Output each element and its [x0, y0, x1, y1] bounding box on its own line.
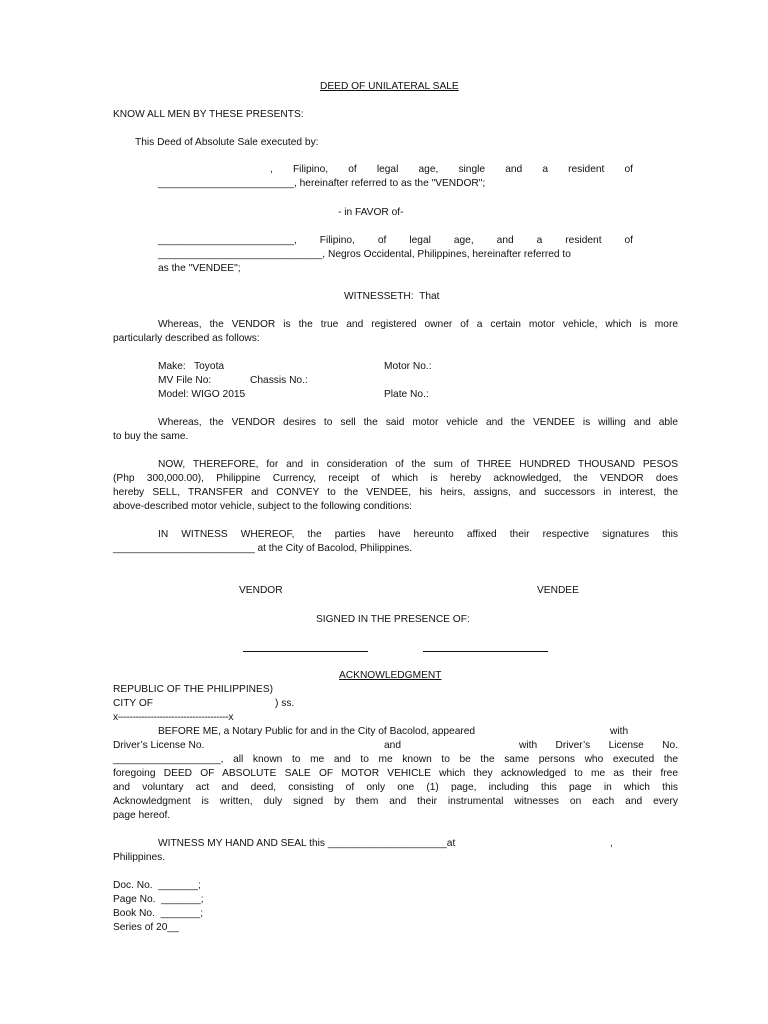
- witness-signature-line-2: [423, 651, 548, 652]
- intro-text: KNOW ALL MEN BY THESE PRESENTS:: [113, 109, 304, 120]
- document-title: DEED OF UNILATERAL SALE: [320, 81, 459, 92]
- witness-signature-line-1: [243, 651, 368, 652]
- whereas1-line2: particularly described as follows:: [113, 333, 260, 344]
- vendor-clause-line1: , Filipino, of legal age, single and a resident of: [270, 164, 633, 175]
- ack-line6: Acknowledgment is written, duly signed by them and their instrumental witnesses on each and every: [113, 796, 678, 807]
- doc-no-line: Doc. No. _______;: [113, 880, 201, 891]
- whereas2-line2: to buy the same.: [113, 431, 189, 442]
- before-me-line: BEFORE ME, a Notary Public for and in the City of Bacolod, appeared: [158, 726, 476, 737]
- with-word: with: [610, 726, 629, 737]
- ack-line3: ___________________, all known to me and to me known to be the same persons who executed the: [113, 754, 678, 765]
- in-witness-line2: _________________________ at the City of Bacolod, Philippines.: [113, 543, 413, 554]
- vehicle-mv-file-no: MV File No:: [158, 375, 212, 386]
- vehicle-model: Model: WIGO 2015: [158, 389, 246, 400]
- ss-label: ) ss.: [275, 698, 295, 709]
- x-divider: x-------------------------------------x: [113, 712, 234, 723]
- with-drivers-license-label: with Driver’s License No.: [519, 740, 678, 751]
- ack-line5: and voluntary act and deed, consisting of only one (1) page, including this page in which this: [113, 782, 678, 793]
- signed-presence-heading: SIGNED IN THE PRESENCE OF:: [316, 614, 470, 625]
- drivers-license-label: Driver’s License No.: [113, 740, 205, 751]
- vendee-signature-label: VENDEE: [537, 585, 579, 596]
- ack-line7: page hereof.: [113, 810, 171, 821]
- page-no-line: Page No. _______;: [113, 894, 204, 905]
- ack-line4: foregoing DEED OF ABSOLUTE SALE OF MOTOR VEHICLE which they acknowledged to me as their free: [113, 768, 678, 779]
- witness-hand-line: WITNESS MY HAND AND SEAL this _____________________at: [158, 838, 456, 849]
- vehicle-make: Make: Toyota: [158, 361, 225, 372]
- now-therefore-line1: NOW, THEREFORE, for and in consideration of the sum of THREE HUNDRED THOUSAND PESOS: [158, 459, 678, 470]
- republic-line: REPUBLIC OF THE PHILIPPINES): [113, 684, 274, 695]
- vehicle-plate-no: Plate No.:: [384, 389, 429, 400]
- vendee-clause-line1: ________________________, Filipino, of legal age, and a resident of: [158, 235, 633, 246]
- whereas1-line1: Whereas, the VENDOR is the true and registered owner of a certain motor vehicle, which is more: [158, 319, 678, 330]
- now-therefore-line2: (Php 300,000.00), Philippine Currency, receipt of which is hereby acknowledged, the VENDOR does: [113, 473, 678, 484]
- series-line: Series of 20__: [113, 922, 179, 933]
- whereas2-line1: Whereas, the VENDOR desires to sell the said motor vehicle and the VENDEE is willing and able: [158, 417, 678, 428]
- vendee-clause-line2: _____________________________, Negros Occidental, Philippines, hereinafter referred to: [158, 249, 571, 260]
- in-witness-line1: IN WITNESS WHEREOF, the parties have hereunto affixed their respective signatures this: [158, 529, 678, 540]
- now-therefore-line4: above-described motor vehicle, subject to the following conditions:: [113, 501, 412, 512]
- vehicle-chassis-no: Chassis No.:: [250, 375, 308, 386]
- philippines-label: Philippines.: [113, 852, 166, 863]
- vendee-clause-line3: as the "VENDEE";: [158, 263, 241, 274]
- vendor-signature-label: VENDOR: [239, 585, 283, 596]
- acknowledgment-heading: ACKNOWLEDGMENT: [339, 670, 442, 681]
- and-word: and: [384, 740, 401, 751]
- in-favor-of: - in FAVOR of-: [338, 207, 404, 218]
- executed-by-text: This Deed of Absolute Sale executed by:: [135, 137, 319, 148]
- witnesseth-heading: WITNESSETH: That: [344, 291, 440, 302]
- now-therefore-line3: hereby SELL, TRANSFER and CONVEY to the VENDEE, his heirs, assigns, and successors in interest, the: [113, 487, 678, 498]
- book-no-line: Book No. _______;: [113, 908, 204, 919]
- vehicle-motor-no: Motor No.:: [384, 361, 432, 372]
- vendor-clause-line2: ________________________, hereinafter referred to as the "VENDOR";: [158, 178, 486, 189]
- witness-hand-comma: ,: [610, 838, 613, 849]
- city-of-label: CITY OF: [113, 698, 153, 709]
